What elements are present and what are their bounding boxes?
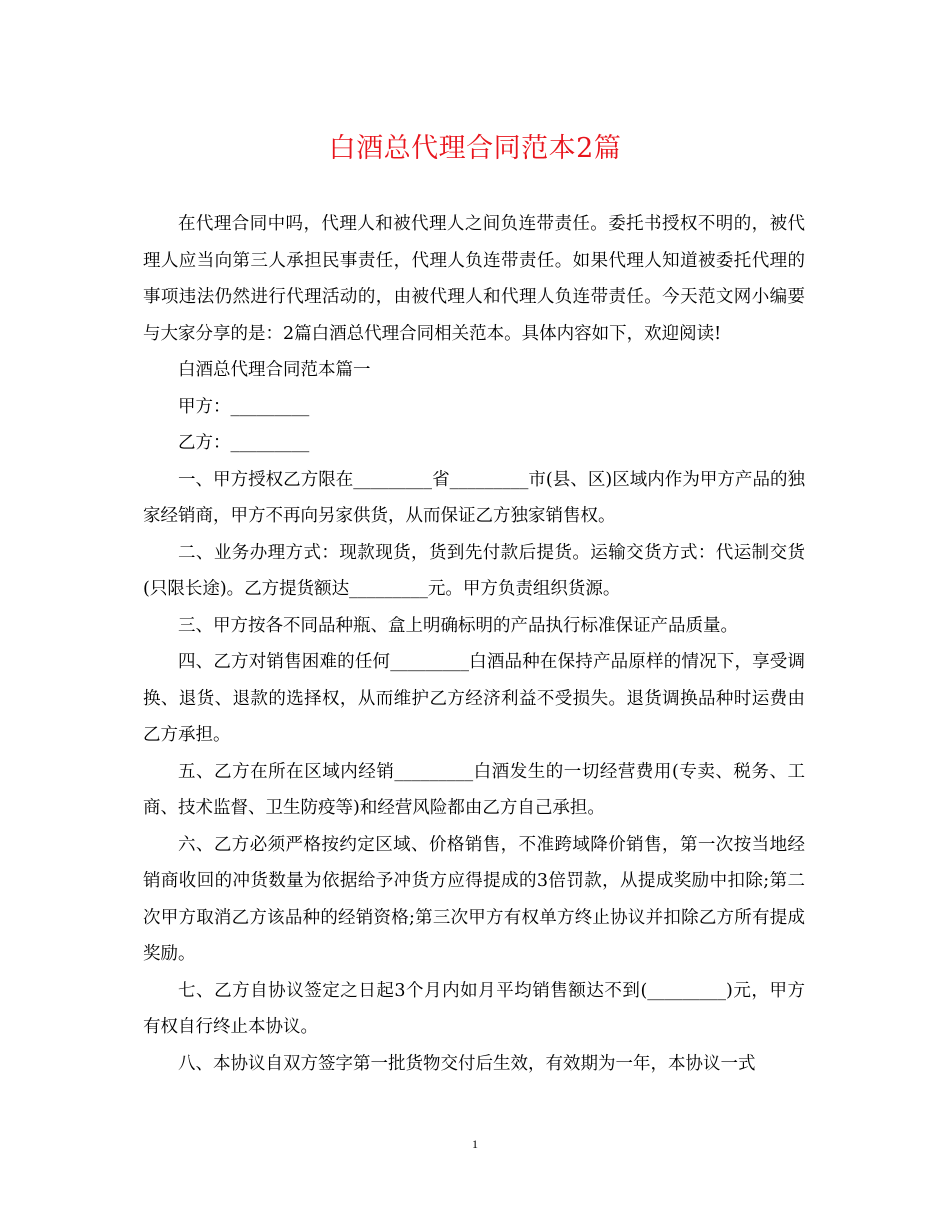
document-title: 白酒总代理合同范本2篇 [328, 133, 622, 164]
clause-6: 六、乙方必须严格按约定区域、价格销售，不准跨域降价销售，第一次按当地经销商收回的冲货数量为依据给予冲货方应得提成的3倍罚款，从提成奖励中扣除;第二次甲方取消乙方该品种的经销资格;第三次甲方有权单方终止协议并扣除乙方所有提成奖励。 [143, 834, 805, 964]
clause-2: 二、业务办理方式：现款现货，货到先付款后提货。运输交货方式：代运制交货(只限长途)。乙方提货额达_________元。甲方负责组织货源。 [143, 542, 805, 599]
document-body [143, 206, 805, 1082]
clause-3: 三、甲方按各不同品种瓶、盒上明确标明的产品执行标准保证产品质量。 [178, 615, 738, 636]
party-b-line: 乙方：_________ [178, 433, 310, 453]
clause-7: 七、乙方自协议签定之日起3个月内如月平均销售额达不到(_________)元，甲方有权自行终止本协议。 [143, 980, 805, 1037]
clause-8: 八、本协议自双方签字第一批货物交付后生效，有效期为一年，本协议一式 [178, 1053, 756, 1074]
intro-paragraph: 在代理合同中吗，代理人和被代理人之间负连带责任。委托书授权不明的，被代理人应当向第三人承担民事责任，代理人负连带责任。如果代理人知道被委托代理的事项违法仍然进行代理活动的，由被代理人和代理人负连带责任。今天范文网小编要与大家分享的是：2篇白酒总代理合同相关范本。具体内容如下，欢迎阅读! [143, 214, 805, 344]
section-heading: 白酒总代理合同范本篇一 [178, 360, 371, 380]
clause-5: 五、乙方在所在区域内经销_________白酒发生的一切经营费用(专卖、税务、工商、技术监督、卫生防疫等)和经营风险都由乙方自己承担。 [143, 761, 805, 818]
page-number: 1 [472, 1137, 478, 1151]
clause-4: 四、乙方对销售困难的任何_________白酒品种在保持产品原样的情况下，享受调换、退货、退款的选择权，从而维护乙方经济利益不受损失。退货调换品种时运费由乙方承担。 [143, 652, 805, 745]
clause-1: 一、甲方授权乙方限在_________省_________市(县、区)区域内作为甲方产品的独家经销商，甲方不再向另家供货，从而保证乙方独家销售权。 [143, 469, 805, 526]
party-a-line: 甲方：_________ [178, 396, 310, 417]
